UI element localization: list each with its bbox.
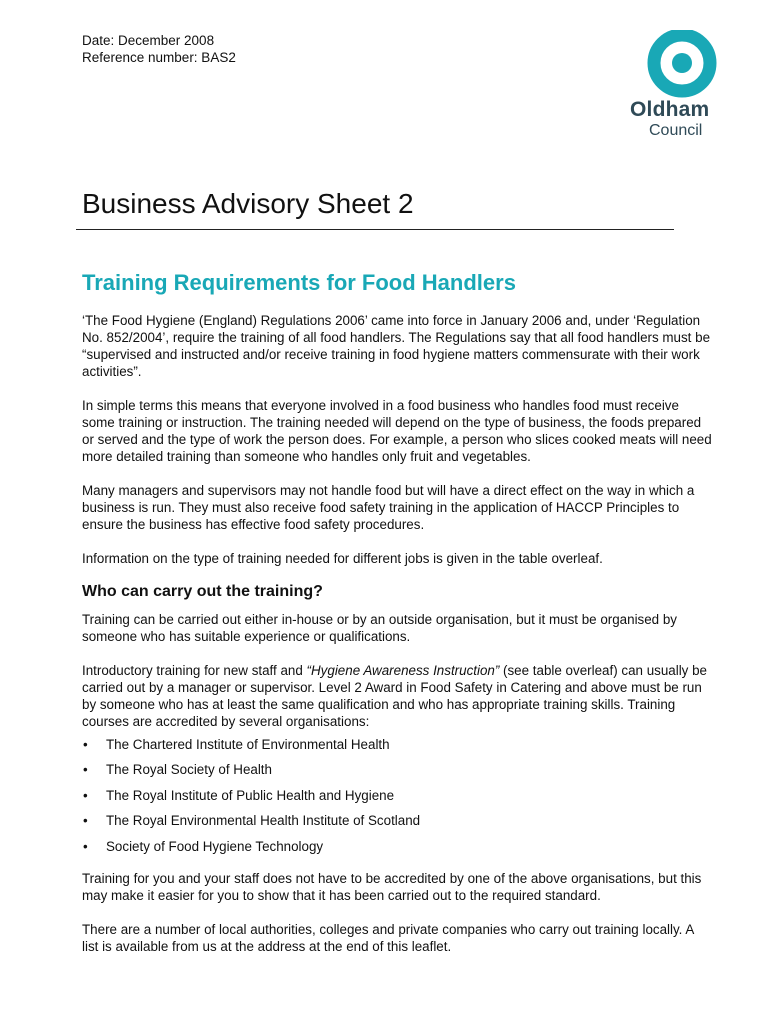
paragraph-local-training: There are a number of local authorities, colleges and private companies who carry out training locally. A list is available from us at the address at the end of this leaflet. [82,921,694,954]
document-title: Training Requirements for Food Handlers [82,270,516,295]
logo-sub: Council [649,122,703,139]
organisations-list [82,736,712,855]
title-divider [76,229,674,230]
paragraph-who-trains: Training can be carried out either in-house or by an outside organisation, but it must be organised by someone who has suitable experience or qualifications. [82,612,677,644]
date-line: Date: December 2008 [82,33,215,48]
paragraph-simple-terms: In simple terms this means that everyone involved in a food business who handles food must receive some training or instruction. The training needed will depend on the type of business, the foods prepared or served and the type of work the person does. For example, a person who slices cooked meats will need more detailed training than someone who handles only fruit and vegetables. [82,398,712,464]
section-heading: Who can carry out the training? [82,583,323,600]
logo-ring-icon [637,30,733,100]
list-item-text: The Chartered Institute of Environmental Health [106,737,390,752]
list-item-text: The Royal Environmental Health Institute of Scotland [106,813,421,829]
sheet-title: Business Advisory Sheet 2 [82,188,414,219]
list-item [82,761,712,778]
bullet-icon: • [83,762,88,778]
list-item-text: The Royal Society of Health [106,762,272,778]
document-body [82,312,712,972]
list-item [82,812,712,829]
paragraph-table-info: Information on the type of training needed for different jobs is given in the table overleaf. [82,551,603,566]
bullet-icon: • [83,838,88,854]
oldham-council-logo [630,30,740,145]
bullet-icon: • [83,737,88,752]
intro-text-end: (see table overleaf) can usually be carried out by a manager or supervisor. Level 2 Award in Food Safety in Catering and above must be run by someone who has at least the same qualification and who has appropriate training skills. Training courses are accredited by several organisations: [82,663,707,729]
paragraph-regulations: ‘The Food Hygiene (England) Regulations 2006’ came into force in January 2006 and, under ‘Regulation No. 852/2004’, require the training of all food handlers. The Regulations say that all food handlers must be “supervised and instructed and/or receive training in food hygiene matters commensurate with their work activities”. [82,313,711,379]
list-item [82,838,712,855]
reference-line: Reference number: BAS2 [82,50,236,65]
list-item-text: Society of Food Hygiene Technology [106,838,324,854]
bullet-icon: • [83,813,88,829]
list-item [82,787,712,804]
paragraph-introductory-training [82,662,712,730]
list-item [82,736,712,753]
document-meta [82,32,236,66]
list-item-text: The Royal Institute of Public Health and Hygiene [106,787,395,803]
paragraph-managers: Many managers and supervisors may not handle food but will have a direct effect on the way in which a business is run. They must also receive food safety training in the application of HACCP Principles to ensure the business has effective food safety procedures. [82,483,695,532]
intro-text-start: Introductory training for new staff and [82,663,307,678]
bullet-icon: • [83,787,88,803]
hygiene-awareness-term: “Hygiene Awareness Instruction” [306,663,500,678]
paragraph-accreditation: Training for you and your staff does not have to be accredited by one of the above organisations, but this may make it easier for you to show that it has been carried out to the required standard. [82,870,702,903]
logo-name: Oldham [630,98,710,121]
